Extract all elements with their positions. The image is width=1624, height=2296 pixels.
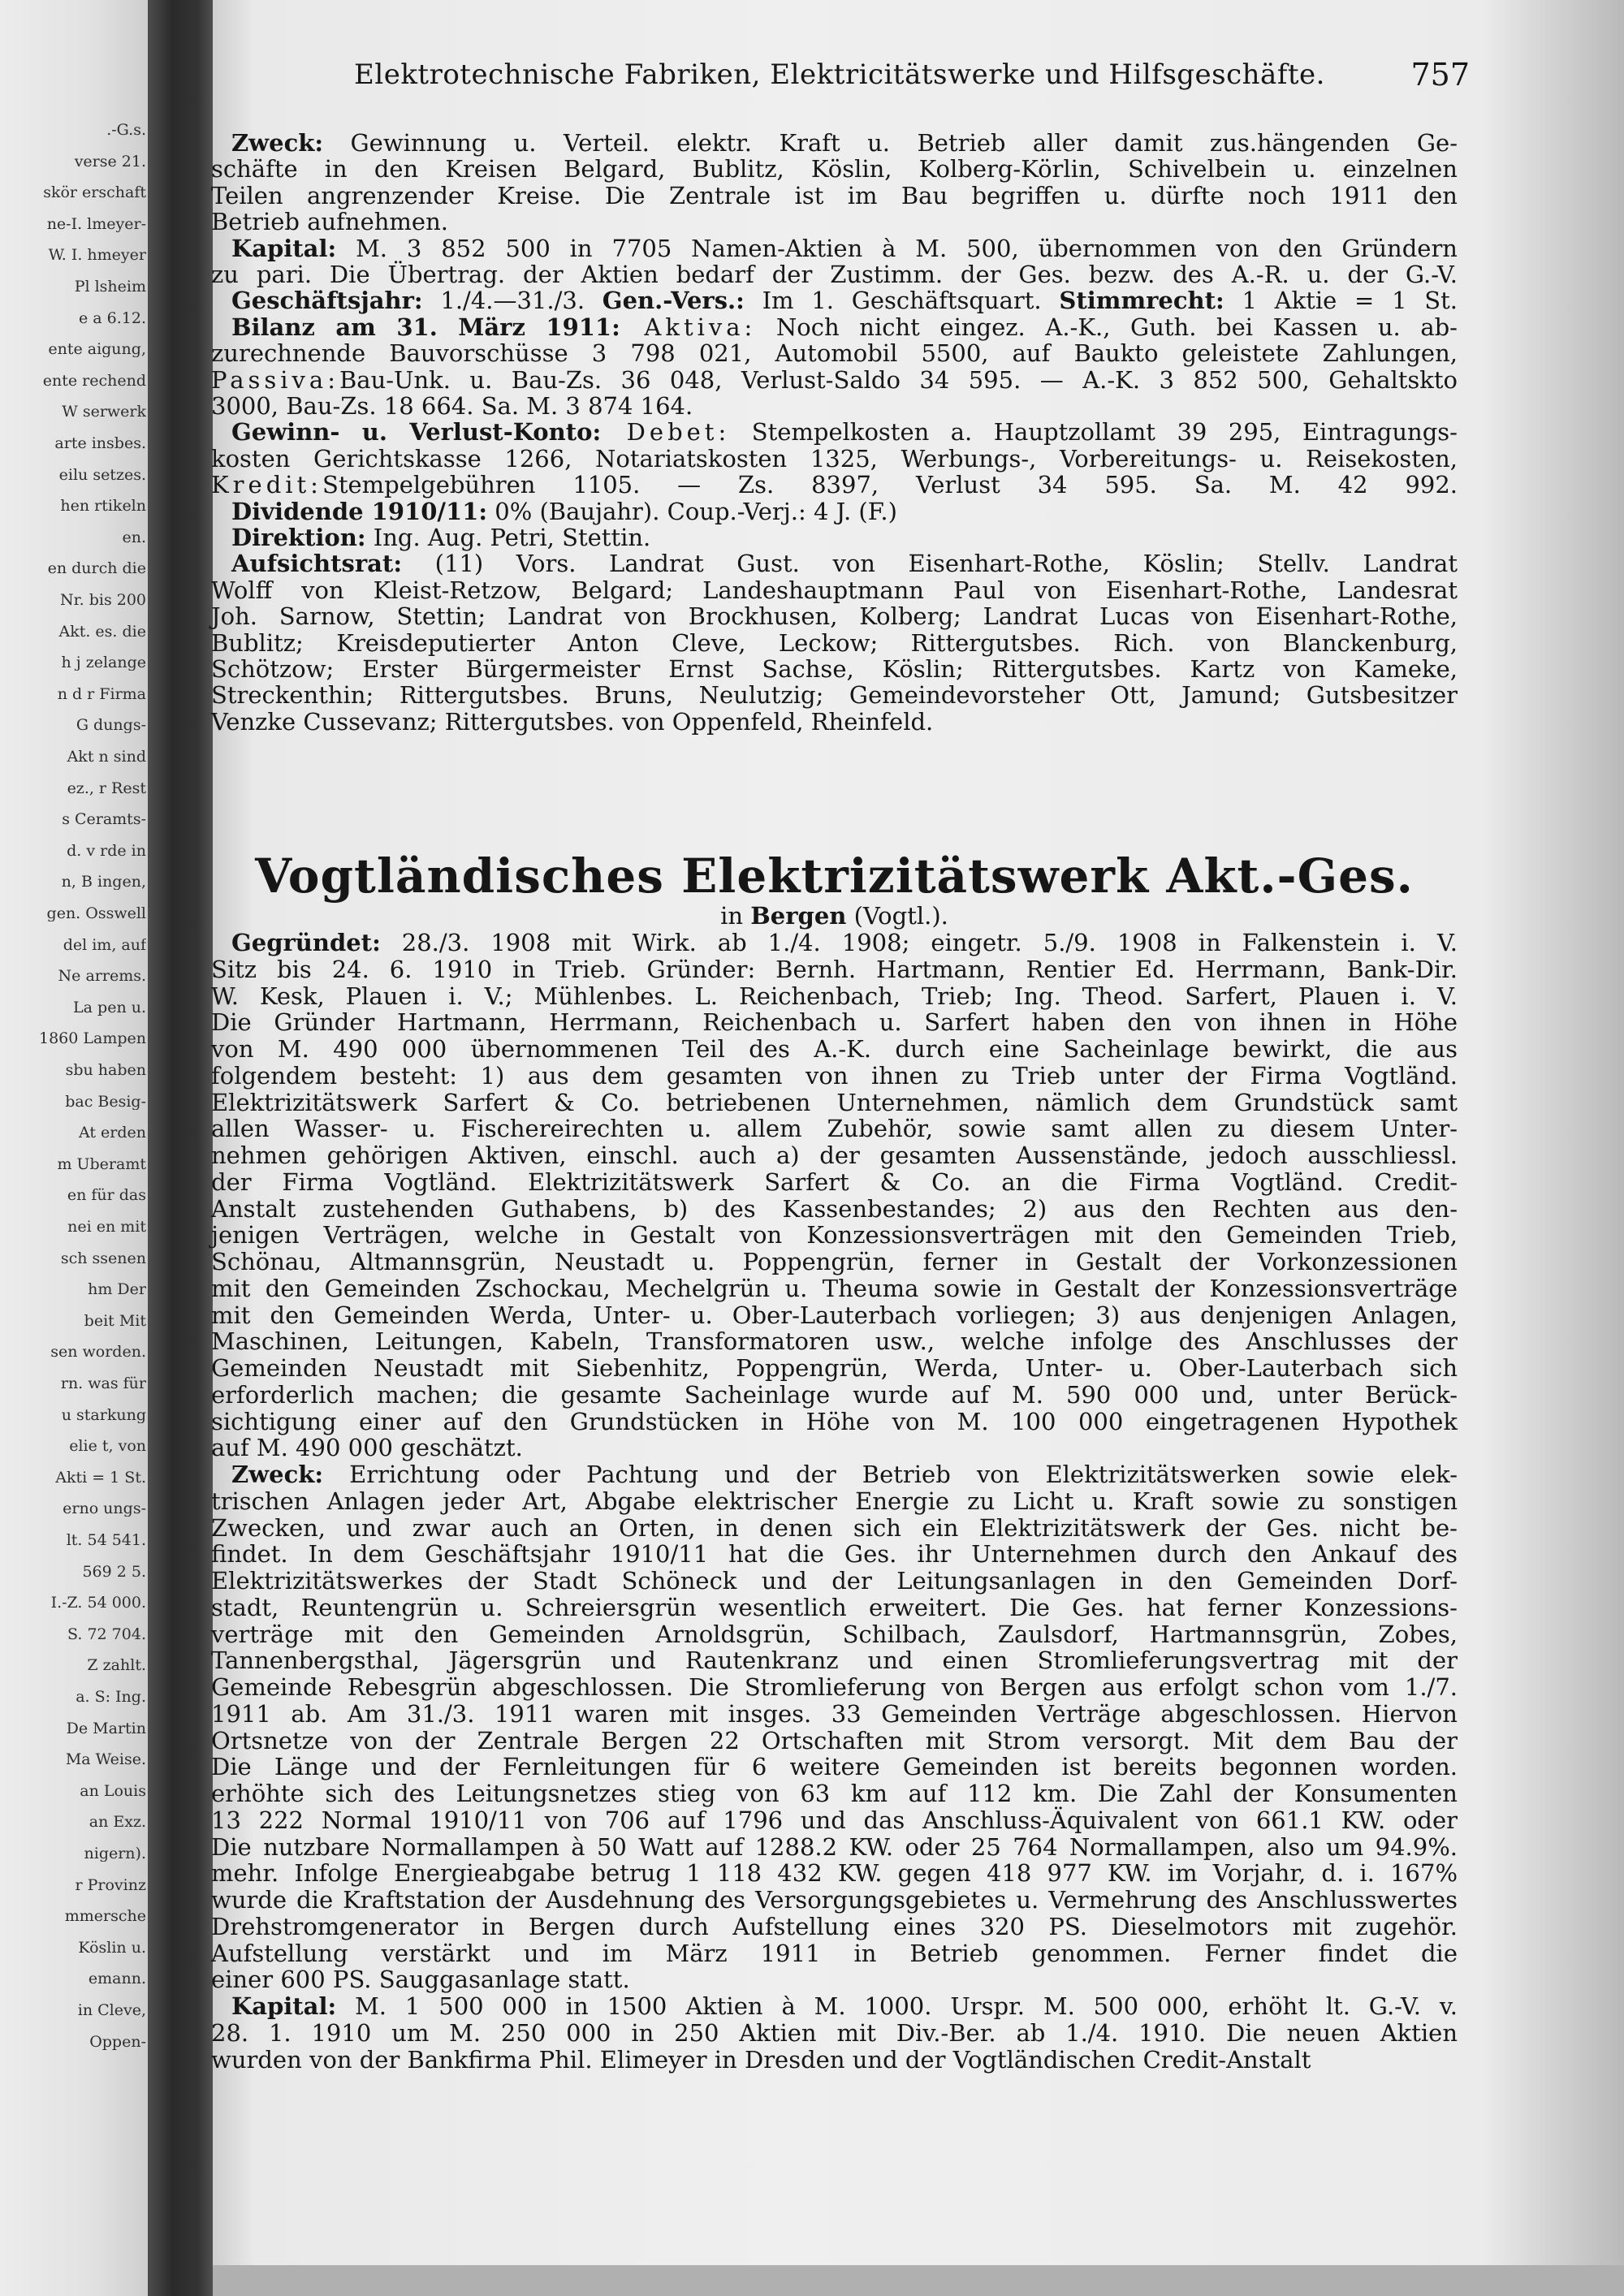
text-line [211,1541,1458,1567]
margin-fragment: G dungs- [76,717,146,734]
text-line [211,261,1458,287]
text-line [211,1142,1458,1168]
margin-fragment: ente rechend [42,372,146,389]
line-text: mehr. Infolge Energieabgabe betrug 1 118 432 KW. gegen 418 977 KW. im Vorjahr, d. i. 167% [211,1859,1458,1888]
line-text: zu pari. Die Übertrag. der Aktien bedarf der Zustimm. der Ges. bezw. des A.-R. u. der G.-V. [211,261,1458,288]
line-text: jenigen Verträgen, welche in Gestalt von Konzessionsverträgen mit den Gemeinden Trieb, [211,1221,1458,1249]
text-line [231,419,1458,445]
line-text: nehmen gehörigen Aktiven, einschl. auch a) der gesamten Aussenstände, jedoch ausschliessl. [211,1142,1458,1169]
company-location [211,903,1458,929]
line-text: 28. 1. 1910 um M. 250 000 in 250 Aktien mit Div.-Ber. ab 1./4. 1910. Die neuen Aktien [211,2018,1458,2047]
margin-fragment: lt. 54 541. [66,1532,146,1548]
text-line [211,1435,1458,1461]
margin-fragment: erno ungs- [63,1500,146,1517]
text-line [211,1196,1458,1222]
text-line [211,446,1458,472]
margin-fragment: arte insbes. [54,435,146,451]
margin-fragment: ente aigung, [48,341,146,358]
line-text: 1 Aktie = 1 St. [1224,287,1458,315]
margin-fragment: S. 72 704. [67,1625,146,1642]
line-text: 0% (Baujahr). Coup.-Verj.: 4 J. (F.) [487,497,897,525]
margin-fragment: a. S: Ing. [76,1689,146,1705]
margin-fragment: en für das [67,1187,146,1204]
field-label: Geschäftsjahr: [231,287,423,315]
line-text: Die Gründer Hartmann, Herrmann, Reichenbach u. Sarfert haben den von ihnen in Höhe [211,1008,1458,1037]
field-label: Aufsichtsrat: [231,550,403,578]
margin-fragment: mmersche [64,1908,146,1925]
line-text: erhöhte sich des Leitungsnetzes stieg von 63 km auf 112 km. Die Zahl der Konsumenten [211,1780,1458,1807]
location-suffix: (Vogtl.). [846,902,948,930]
margin-fragment: in Cleve, [77,2002,146,2018]
field-label: Zweck: [231,1461,324,1488]
text-line [211,682,1458,708]
text-line [231,930,1458,956]
margin-fragment: sbu haben [65,1062,146,1078]
margin-fragment: Oppen- [89,2033,146,2050]
margin-fragment: Köslin u. [78,1939,146,1956]
location-city: Bergen [750,902,847,930]
line-text: M. 1 500 000 in 1500 Aktien à M. 1000. Urspr. M. 500 000, erhöht lt. G.-V. v. [336,1992,1458,2020]
margin-fragment: nigern). [84,1845,146,1862]
text-line [231,1993,1458,2019]
line-text: Bau-Unk. u. Bau-Zs. 36 048, Verlust-Saldo 34 595. — [339,365,1083,394]
text-line [231,287,1458,313]
margin-fragment: r Provinz [75,1876,146,1893]
text-line [211,1940,1458,1966]
page-bottom-edge [213,2265,1624,2296]
line-text: W. Kesk, Plauen i. V.; Mühlenbes. L. Reichenbach, Trieb; Ing. Theod. Sarfert, Plauen i. V. [211,982,1458,1010]
line-text: Ortsnetze von der Zentrale Bergen 22 Ortschaften mit Strom versorgt. Mit dem Bau der [211,1726,1458,1754]
field-label: Kapital: [231,1992,337,2020]
margin-fragment: De Martin [66,1720,146,1737]
margin-fragment: W. I. hmeyer [48,247,146,264]
text-line [211,1834,1458,1860]
spaced-label: Debet: [601,418,731,447]
margin-fragment: 569 2 5. [82,1563,146,1580]
text-line [211,656,1458,682]
field-label: Kapital: [231,234,337,262]
margin-fragment: Ne arrems. [58,968,146,985]
text-line [211,1409,1458,1435]
margin-fragment: emann. [88,1970,146,1987]
margin-fragment: en. [122,529,146,546]
margin-fragment: ne-I. lmeyer- [46,215,146,232]
text-line [231,235,1458,261]
line-text: Streckenthin; Rittergutsbes. Bruns, Neulutzig; Gemeindevorsteher Ott, Jamund; Gutsbesitzer [211,681,1458,710]
line-text: schäfte in den Kreisen Belgard, Bublitz, Köslin, Kolberg-Körlin, Schivelbein u. einzelnen [211,155,1458,183]
spaced-label: Kredit: [211,471,322,499]
text-line [211,1621,1458,1647]
text-line [211,1887,1458,1913]
line-text: einer 600 PS. Sauggasanlage statt. [211,1966,630,1994]
line-text: Joh. Sarnow, Stettin; Landrat von Brockhusen, Kolberg; Landrat Lucas von Eisenhart-Rothe, [211,602,1458,631]
margin-fragment: h j zelange [61,654,146,671]
margin-fragment: Nr. bis 200 [60,592,146,608]
margin-fragment: sen worden. [50,1344,146,1361]
line-text: trischen Anlagen jeder Art, Abgabe elektrischer Energie zu Licht u. Kraft sowie zu sonstigen [211,1487,1458,1515]
line-text: verträge mit den Gemeinden Arnoldsgrün, Schilbach, Zaulsdorf, Hartmannsgrün, Zobes, [211,1620,1458,1648]
line-text: Die nutzbare Normallampen à 50 Watt auf 1288.2 KW. oder 25 764 Normallampen, also um 94.9%. [211,1832,1458,1861]
text-line [211,1275,1458,1301]
line-text: stadt, Reuntengrün u. Schreiersgrün wesentlich erweitert. Die Ges. hat ferner Konzessions- [211,1593,1458,1621]
margin-fragment: d. v rde in [67,842,146,859]
field-label: Bilanz am 31. März 1911: [231,313,620,341]
text-line [211,367,1458,393]
line-text: Elektrizitätswerk Sarfert & Co. betriebenen Unternehmen, nämlich dem Grundstück samt [211,1088,1458,1116]
text-line [211,1488,1458,1514]
margin-fragment: I.-Z. 54 000. [50,1595,146,1612]
text-line [211,340,1458,366]
margin-fragment: u starkung [61,1406,146,1423]
text-line [211,1009,1458,1035]
line-text: Anstalt zustehenden Guthabens, b) des Kassenbestandes; 2) aus den Rechten aus den- [211,1194,1458,1223]
margin-fragment: n d r Firma [57,685,146,702]
line-text: Noch nicht eingez. A.-K., Guth. bei Kassen u. ab- [756,313,1458,341]
spaced-label: Passiva: [211,365,339,394]
field-label: Gegründet: [231,929,381,956]
margin-fragment: skör erschaft [43,184,146,201]
text-line [211,2020,1458,2046]
margin-fragment: an Louis [80,1782,146,1799]
text-line [211,1169,1458,1195]
text-line [211,1222,1458,1248]
line-text: Ing. Aug. Petri, Stettin. [365,524,651,551]
margin-fragment: Akt n sind [67,749,146,765]
line-text: M. 3 852 500 in 7705 Namen-Aktien à M. 500, übernommen von den Gründern [336,234,1458,262]
line-text: erforderlich machen; die gesamte Sacheinlage wurde auf M. 590 000 und, unter Berück- [211,1380,1458,1409]
text-line [211,1674,1458,1700]
field-label: Stimmrecht: [1059,287,1224,315]
line-text: 3000, Bau-Zs. 18 664. Sa. M. 3 874 164. [211,392,693,420]
line-text: wurde die Kraftstation der Ausdehnung des Versorgungsgebietes u. Vermehrung des Anschlusswertes [211,1886,1458,1914]
line-text: 28./3. 1908 mit Wirk. ab 1./4. 1908; eingetr. 5./9. 1908 in Falkenstein i. V. [380,929,1458,956]
margin-fragment: nei en mit [67,1219,146,1235]
line-text: Gemeinde Rebesgrün abgeschlossen. Die Stromlieferung von Bergen aus erfolgt schon vom 1./7. [211,1673,1458,1701]
text-line [231,524,1458,550]
text-line [211,1382,1458,1408]
text-line [211,709,1458,735]
line-text: sichtigung einer auf den Grundstücken in Höhe von M. 100 000 eingetragenen Hypothek [211,1407,1458,1435]
line-text: 13 222 Normal 1910/11 von 706 auf 1796 und das Anschluss-Äquivalent von 661.1 KW. oder [211,1806,1458,1834]
text-line [211,393,1458,419]
margin-fragment: s Ceramts- [62,811,146,828]
margin-fragment: Pl lsheim [74,278,146,295]
text-line [211,1647,1458,1673]
text-line [211,983,1458,1009]
margin-fragment: e a 6.12. [79,309,146,326]
margin-fragment: sch ssenen [60,1249,146,1267]
text-line [231,550,1458,576]
margin-fragment: elie t, von [69,1438,146,1455]
text-line [211,2047,1458,2073]
company-title: Vogtländisches Elektrizitätswerk Akt.-Ges. [255,848,1414,904]
line-text: Stempelkosten a. Hauptzollamt 39 295, Eintragungs- [730,418,1458,447]
location-prefix: in [720,902,751,930]
text-line [231,498,1458,524]
text-line [231,314,1458,340]
line-text: wurden von der Bankfirma Phil. Elimeyer in Dresden und der Vogtländischen Credit-Anstalt [211,2045,1311,2074]
line-text: Gewinnung u. Verteil. elektr. Kraft u. Betrieb aller damit zus.hängenden Ge- [323,129,1458,157]
text-line [211,472,1458,498]
text-line [211,156,1458,182]
line-text: folgendem besteht: 1) aus dem gesamten von ihnen zu Trieb unter der Firma Vogtländ. [211,1061,1458,1090]
line-text: Zwecken, und zwar auch an Orten, in denen sich ein Elektrizitätswerk der Ges. nicht be- [211,1513,1458,1542]
margin-fragment: an Exz. [89,1814,146,1831]
text-line [211,1328,1458,1354]
text-line [211,1116,1458,1142]
text-line [211,209,1458,235]
line-text: zurechnende Bauvorschüsse 3 798 021, Automobil 5500, auf Baukto geleistete Zahlungen, [211,339,1458,368]
margin-fragment: rn. was für [60,1375,146,1392]
text-line [211,1355,1458,1381]
text-line [211,1515,1458,1541]
margin-fragment: Akt. es. die [58,623,146,640]
text-line [211,1701,1458,1727]
margin-fragment: del im, auf [63,936,146,953]
margin-fragment: m Uberamt [57,1155,146,1172]
margin-fragment: Ma Weise. [65,1751,146,1768]
text-line [211,1249,1458,1275]
line-text: Tannenbergsthal, Jägersgrün und Rautenkranz und einen Stromlieferungsvertrag mit der [211,1646,1458,1675]
line-text: Sitz bis 24. 6. 1910 in Trieb. Gründer: Bernh. Hartmann, Rentier Ed. Herrmann, Bank-Dir. [211,955,1458,983]
margin-fragment: ez., r Rest [67,779,146,796]
text-line [211,603,1458,629]
line-text: Schötzow; Erster Bürgermeister Ernst Sachse, Köslin; Rittergutsbes. Kartz von Kameke, [211,655,1458,683]
page-number: 757 [1410,57,1470,93]
text-line [211,1302,1458,1328]
line-text: 1911 ab. Am 31./3. 1911 waren mit insges. 33 Gemeinden Verträge abgeschlossen. Hiervon [211,1699,1458,1728]
line-text: A.-K. 3 852 500, Gehaltskto [1082,365,1458,394]
text-line [211,1728,1458,1754]
margin-fragment: hen rtikeln [60,498,146,515]
field-label: Dividende 1910/11: [231,497,488,525]
line-text: Aufstellung verstärkt und im März 1911 in Betrieb genommen. Ferner findet die [211,1939,1458,1967]
text-line [211,1595,1458,1621]
line-text: auf M. 490 000 geschätzt. [211,1434,523,1462]
text-line [211,1568,1458,1594]
text-line [211,956,1458,982]
line-text: Drehstromgenerator in Bergen durch Aufstellung eines 320 PS. Dieselmotors mit zugehör. [211,1912,1458,1940]
margin-fragment: Z zahlt. [87,1657,146,1674]
margin-fragment: n, B ingen, [61,874,146,891]
margin-fragment: W serwerk [62,404,146,421]
line-text: der Firma Vogtländ. Elektrizitätswerk Sarfert & Co. an die Firma Vogtländ. Credit- [211,1167,1458,1196]
text-line [211,1807,1458,1833]
text-line [211,1063,1458,1089]
line-text: (11) Vors. Landrat Gust. von Eisenhart-Rothe, Köslin; Stellv. Landrat [402,550,1458,578]
margin-fragment: en durch die [47,560,146,577]
line-text: Stempelgebühren 1105. — [322,471,739,499]
line-text: Zs. 8397, Verlust 34 595. Sa. M. 42 992. [738,471,1458,499]
line-text: allen Wasser- u. Fischereirechten u. allem Zubehör, sowie samt allen zu diesem Unter- [211,1115,1458,1143]
text-line [211,1780,1458,1806]
line-text: Teilen angrenzender Kreise. Die Zentrale ist im Bau begriffen u. dürfte noch 1911 den [211,181,1458,209]
margin-fragment: eilu setzes. [58,466,146,483]
book-spine-shadow [148,0,219,2296]
margin-fragment: Akti = 1 St. [55,1469,146,1486]
spaced-label: Aktiva: [620,313,757,341]
text-line [231,130,1458,156]
field-label: Direktion: [231,524,366,551]
line-text: Venzke Cussevanz; Rittergutsbes. von Oppenfeld, Rheinfeld. [211,707,934,736]
line-text: Die Länge und der Fernleitungen für 6 weitere Gemeinden ist bereits begonnen worden. [211,1753,1458,1781]
text-line [211,577,1458,603]
margin-fragment: bac Besig- [65,1093,146,1110]
text-line [211,1754,1458,1780]
margin-fragment: 1860 Lampen [39,1030,146,1047]
margin-fragment: beit Mit [84,1312,146,1329]
margin-fragment: hm Der [88,1281,146,1298]
margin-fragment: .-G.s. [106,122,146,138]
line-text: 1./4.—31./3. [422,287,603,315]
line-text: Maschinen, Leitungen, Kabeln, Transformatoren usw., welche infolge des Anschlusses der [211,1327,1458,1356]
field-label: Gen.-Vers.: [602,287,745,315]
field-label: Zweck: [231,129,324,157]
text-line [211,1036,1458,1062]
text-line [211,1090,1458,1116]
text-line [211,1914,1458,1940]
margin-fragment: gen. Osswell [46,905,146,921]
margin-fragment: La pen u. [73,999,146,1016]
line-text: Betrieb aufnehmen. [211,208,448,236]
field-label: Gewinn- u. Verlust-Konto: [231,418,602,447]
line-text: findet. In dem Geschäftsjahr 1910/11 hat die Ges. ihr Unternehmen durch den Ankauf des [211,1540,1458,1569]
text-line [211,1860,1458,1886]
line-text: Gemeinden Neustadt mit Siebenhitz, Poppengrün, Werda, Unter- u. Ober-Lauterbach sich [211,1354,1458,1382]
line-text: mit den Gemeinden Werda, Unter- u. Ober-Lauterbach vorliegen; 3) aus denjenigen Anlagen, [211,1301,1458,1329]
line-text: Errichtung oder Pachtung und der Betrieb von Elektrizitätswerken sowie elek- [323,1461,1458,1488]
line-text: Wolff von Kleist-Retzow, Belgard; Landeshauptmann Paul von Eisenhart-Rothe, Landesrat [211,576,1458,604]
margin-fragment: verse 21. [74,153,146,170]
line-text: Bublitz; Kreisdeputierter Anton Cleve, Leckow; Rittergutsbes. Rich. von Blanckenburg, [211,628,1458,657]
text-line [231,1461,1458,1487]
text-line [211,1966,1458,1992]
margin-fragment: At erden [78,1124,146,1142]
running-title: Elektrotechnische Fabriken, Elektricitätswerke und Hilfsgeschäfte. [354,58,1325,91]
line-text: Im 1. Geschäftsquart. [744,287,1060,315]
line-text: kosten Gerichtskasse 1266, Notariatskosten 1325, Werbungs-, Vorbereitungs- u. Reisekosten, [211,444,1458,473]
text-line [211,183,1458,209]
line-text: Schönau, Altmannsgrün, Neustadt u. Poppengrün, ferner in Gestalt der Vorkonzessionen [211,1248,1458,1275]
line-text: Elektrizitätswerkes der Stadt Schöneck und der Leitungsanlagen in den Gemeinden Dorf- [211,1567,1458,1595]
text-line [211,630,1458,656]
line-text: mit den Gemeinden Zschockau, Mechelgrün u. Theuma sowie in Gestalt der Konzessionsverträge [211,1274,1458,1302]
line-text: von M. 490 000 übernommenen Teil des A.-K. durch eine Sacheinlage bewirkt, die aus [211,1035,1458,1063]
